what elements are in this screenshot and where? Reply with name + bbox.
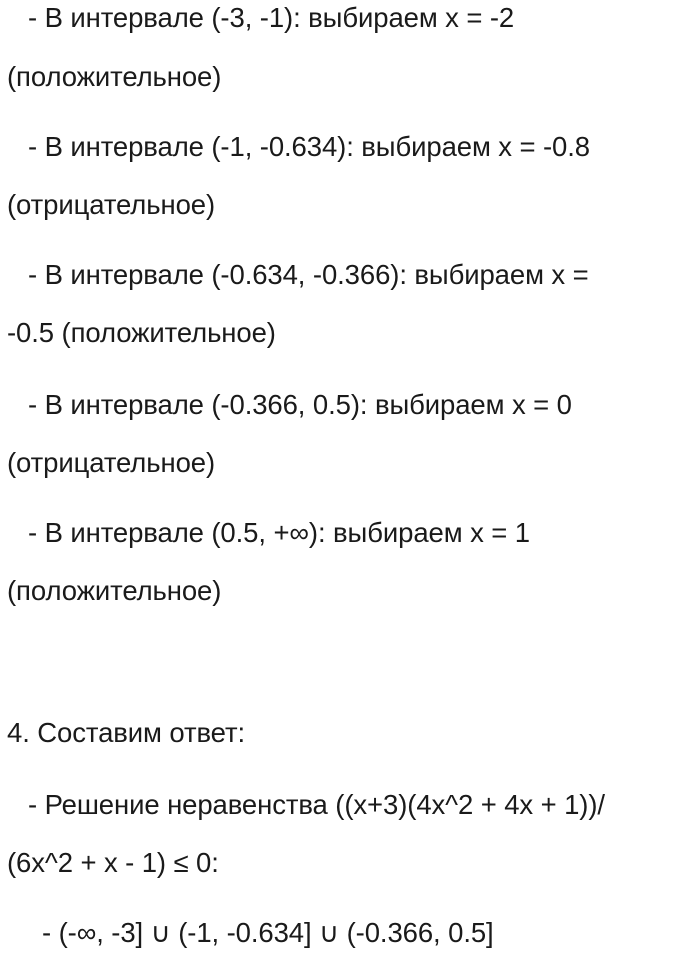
interval-line-2: - В интервале (-1, -0.634): выбираем x = -0.8 (28, 131, 590, 162)
interval-line-5: - В интервале (0.5, +∞): выбираем x = 1 (28, 517, 530, 548)
interval-line-4: - В интервале (-0.366, 0.5): выбираем x = 0 (28, 389, 572, 420)
interval-line-1: - В интервале (-3, -1): выбираем x = -2 (28, 2, 515, 33)
sign-line-5: (положительное) (7, 575, 222, 606)
sign-line-4: (отрицательное) (7, 447, 216, 478)
sign-line-3: -0.5 (положительное) (7, 317, 276, 348)
answer-line: - (-∞, -3] ∪ (-1, -0.634] ∪ (-0.366, 0.5] (42, 917, 494, 948)
sign-line-2: (отрицательное) (7, 189, 216, 220)
sign-line-1: (положительное) (7, 61, 222, 92)
solution-line-2: (6x^2 + x - 1) ≤ 0: (7, 847, 219, 878)
step-heading: 4. Составим ответ: (7, 717, 245, 748)
interval-line-3: - В интервале (-0.634, -0.366): выбираем x = (28, 259, 589, 290)
solution-line-1: - Решение неравенства ((x+3)(4x^2 + 4x + 1))/ (28, 789, 605, 820)
